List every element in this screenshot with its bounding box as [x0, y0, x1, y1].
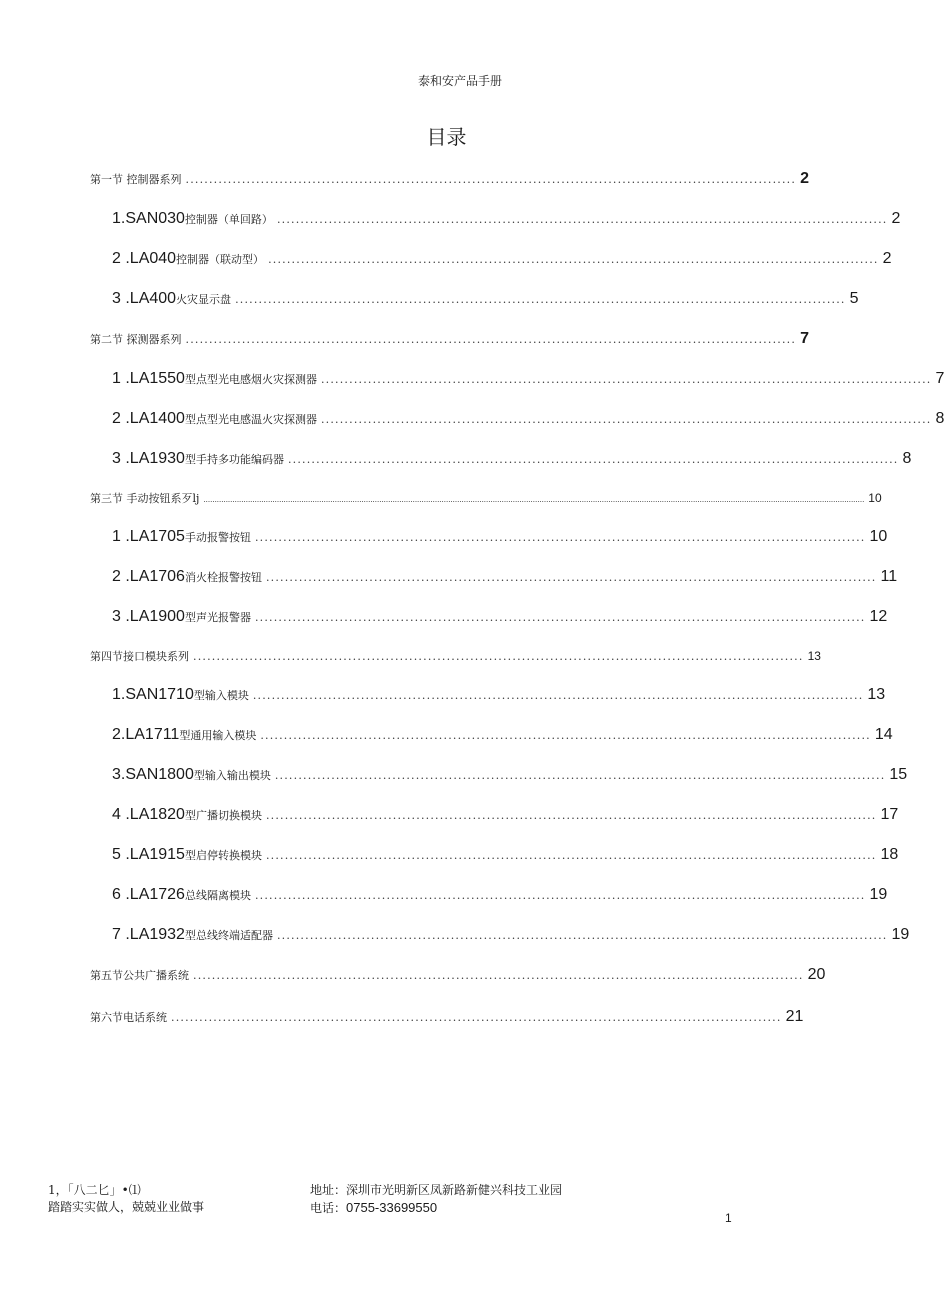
- toc-item[interactable]: [112, 926, 910, 944]
- toc-item-label: 消火栓报警按钮: [184, 571, 262, 584]
- dot-leader: ..................................................................................................................................: [171, 1011, 782, 1024]
- toc-item-label: 型输入模块: [193, 689, 249, 702]
- toc-item[interactable]: [112, 410, 944, 428]
- toc-section-label: 第一节 控制器系列: [90, 173, 182, 186]
- toc-item-label: 手动报警按钮: [184, 531, 251, 544]
- toc-item-model: 6 .LA1726: [112, 886, 185, 903]
- dot-leader: ..................................................................................................................................: [320, 413, 932, 426]
- toc-item-model: 1.SAN030: [112, 210, 185, 227]
- toc-page-number: 19: [891, 926, 910, 943]
- toc-page-number: 17: [880, 806, 899, 823]
- toc-page-number: 18: [880, 846, 899, 863]
- toc-item[interactable]: [112, 370, 944, 388]
- dot-leader: .........................................................................................................................................................................................................................................................................................................: [203, 496, 865, 504]
- dot-leader: ..................................................................................................................................: [287, 453, 899, 466]
- toc-item-model: 2 .LA1400: [112, 410, 185, 427]
- dot-leader: ..................................................................................................................................: [254, 531, 866, 544]
- toc-page-number: 13: [807, 649, 821, 663]
- footer-left-line1: 1，「八二匕」•⑴: [48, 1183, 141, 1197]
- toc-section-label: 第四节接口模块系列: [90, 650, 189, 663]
- dot-leader: ..................................................................................................................................: [185, 173, 797, 186]
- toc-title: 目录: [426, 125, 467, 149]
- toc-page-number: 19: [869, 886, 888, 903]
- toc-section-6[interactable]: [90, 1008, 804, 1026]
- dot-leader: ..................................................................................................................................: [193, 650, 804, 663]
- toc-item[interactable]: [112, 290, 859, 308]
- toc-page-number: 2: [891, 210, 901, 227]
- toc-page-number: 7: [800, 330, 809, 347]
- toc-item[interactable]: [112, 450, 912, 468]
- dot-leader: ..................................................................................................................................: [235, 293, 846, 306]
- toc-item[interactable]: [112, 608, 888, 626]
- toc-page-number: 20: [807, 966, 826, 983]
- toc-item-label: 型点型光电感温火灾探测器: [184, 413, 317, 426]
- toc-item[interactable]: [112, 846, 899, 864]
- toc-section-3[interactable]: [90, 490, 882, 506]
- dot-leader: ..................................................................................................................................: [265, 809, 877, 822]
- dot-leader: ..................................................................................................................................: [260, 729, 871, 742]
- toc-section-label: 第三节 手动按钮系歹lj: [90, 492, 200, 505]
- dot-leader: ..................................................................................................................................: [265, 849, 877, 862]
- toc-page-number: 5: [849, 290, 859, 307]
- header-title: 泰和安产品手册: [417, 74, 502, 88]
- toc-page-number: 2: [800, 170, 809, 187]
- toc-item-model: 2.LA1711: [112, 726, 180, 743]
- toc-page-number: 13: [867, 686, 886, 703]
- toc-item-label: 型广播切换模块: [184, 809, 262, 822]
- toc-page-number: 8: [935, 410, 944, 427]
- toc-item-model: 3 .LA400: [112, 290, 177, 307]
- toc-item-label: 型声光报警器: [184, 611, 251, 624]
- toc-page-number: 14: [874, 726, 893, 743]
- toc-item-model: 7 .LA1932: [112, 926, 185, 943]
- footer-address: 地址：深圳市光明新区凤新路新健兴科技工业园: [310, 1183, 563, 1197]
- dot-leader: ..................................................................................................................................: [320, 373, 932, 386]
- page-number: 1: [725, 1211, 732, 1225]
- dot-leader: ..................................................................................................................................: [254, 889, 866, 902]
- toc-item-model: 4 .LA1820: [112, 806, 185, 823]
- toc-section-1[interactable]: [90, 170, 809, 188]
- toc-item-model: 3 .LA1930: [112, 450, 185, 467]
- toc-page-number: 15: [889, 766, 908, 783]
- dot-leader: ..................................................................................................................................: [193, 969, 804, 982]
- toc-section-label: 第五节公共广播系统: [90, 969, 189, 982]
- dot-leader: ..................................................................................................................................: [276, 929, 888, 942]
- toc-item-label: 控制器（联动型）: [176, 253, 265, 266]
- toc-item[interactable]: [112, 886, 888, 904]
- dot-leader: ..................................................................................................................................: [252, 689, 864, 702]
- toc-item-model: 5 .LA1915: [112, 846, 185, 863]
- toc-item[interactable]: [112, 528, 888, 546]
- footer-phone-label: 电话：: [310, 1201, 347, 1215]
- toc-item-model: 1.SAN1710: [112, 686, 194, 703]
- toc-item-label: 型输入输出模块: [193, 769, 271, 782]
- footer-slogan: 踏踏实实做人，兢兢业业做事: [48, 1200, 205, 1214]
- toc-item-model: 3 .LA1900: [112, 608, 185, 625]
- dot-leader: ..................................................................................................................................: [265, 571, 877, 584]
- toc-item[interactable]: [112, 568, 898, 586]
- toc-section-label: 第六节电话系统: [90, 1011, 167, 1024]
- toc-item-model: 1 .LA1705: [112, 528, 185, 545]
- footer-contact: [310, 1182, 562, 1217]
- toc-item[interactable]: [112, 766, 908, 784]
- toc-page-number: 7: [935, 370, 944, 387]
- toc-item-label: 火灾显示盘: [176, 293, 232, 306]
- toc-section-2[interactable]: [90, 330, 809, 348]
- toc-section-4[interactable]: [90, 648, 821, 664]
- toc-page-number: 12: [869, 608, 888, 625]
- toc-item-model: 2 .LA040: [112, 250, 177, 267]
- dot-leader: ..................................................................................................................................: [254, 611, 866, 624]
- dot-leader: ..................................................................................................................................: [276, 213, 888, 226]
- toc-item-model: 3.SAN1800: [112, 766, 194, 783]
- toc-item-label: 控制器（单回路）: [184, 213, 273, 226]
- toc-item-model: 1 .LA1550: [112, 370, 185, 387]
- dot-leader: ..................................................................................................................................: [185, 333, 797, 346]
- toc-page-number: 11: [880, 568, 898, 585]
- dot-leader: ..................................................................................................................................: [274, 769, 886, 782]
- toc-item-label: 型总线终端适配器: [184, 929, 273, 942]
- footer-phone: 0755-33699550: [346, 1200, 438, 1215]
- toc-item[interactable]: [112, 210, 901, 228]
- toc-section-label: 第二节 探测器系列: [90, 333, 182, 346]
- toc-page-number: 2: [882, 250, 892, 267]
- toc-item-label: 总线隔离模块: [184, 889, 251, 902]
- toc-item[interactable]: [112, 250, 892, 268]
- toc-item-label: 型手持多功能编码器: [184, 453, 284, 466]
- dot-leader: ..................................................................................................................................: [268, 253, 879, 266]
- toc-item-model: 2 .LA1706: [112, 568, 185, 585]
- toc-item-label: 型启停转换模块: [184, 849, 262, 862]
- toc-item[interactable]: [112, 806, 899, 824]
- toc-item[interactable]: [112, 686, 886, 704]
- toc-page-number: 8: [902, 450, 912, 467]
- toc-item[interactable]: [112, 726, 893, 744]
- toc-section-5[interactable]: [90, 966, 826, 984]
- toc-page-number: 21: [785, 1008, 804, 1025]
- toc-page-number: 10: [869, 528, 888, 545]
- footer-left: [48, 1182, 204, 1216]
- toc-page-number: 10: [868, 491, 882, 505]
- toc-item-label: 型点型光电感烟火灾探测器: [184, 373, 317, 386]
- footer-phone-line: [310, 1199, 562, 1217]
- toc-item-label: 型通用输入模块: [179, 729, 257, 742]
